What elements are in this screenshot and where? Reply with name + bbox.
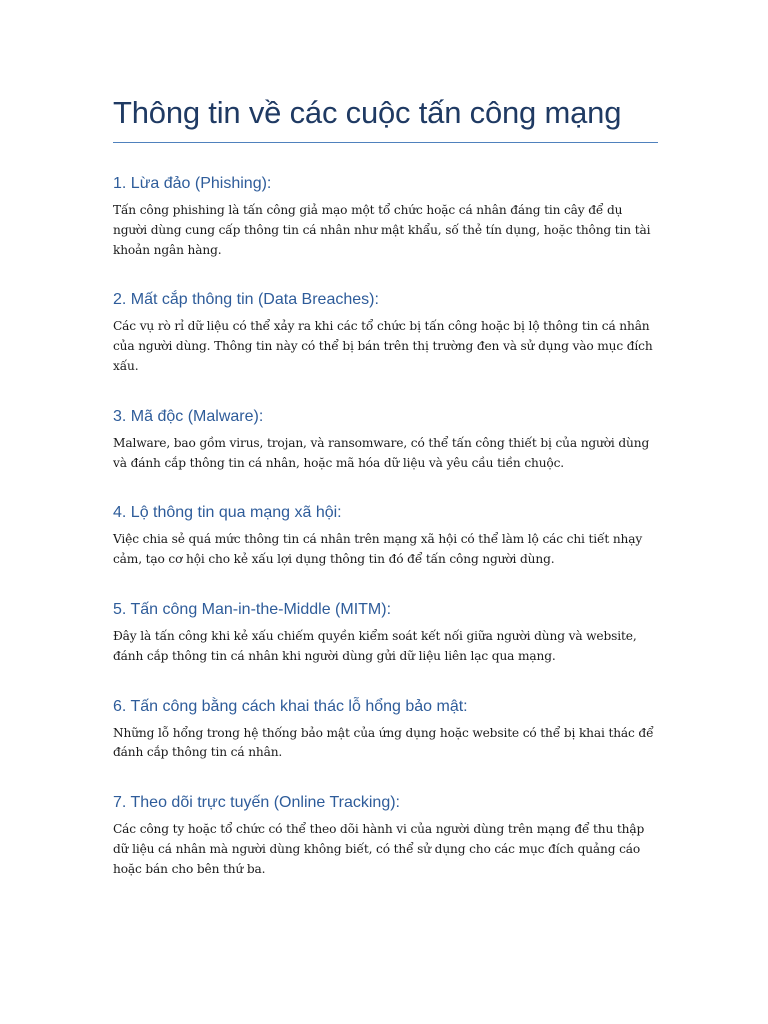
title-divider (113, 142, 658, 143)
section-body: Việc chia sẻ quá mức thông tin cá nhân trên mạng xã hội có thể làm lộ các chi tiết nhạy cảm, tạo cơ hội cho kẻ xấu lợi dụng thông tin đó để tấn công người dùng. (113, 532, 643, 567)
section-heading: 7. Theo dõi trực tuyến (Online Tracking): (113, 794, 400, 812)
section-data-breaches (113, 289, 658, 376)
document-title: Thông tin về các cuộc tấn công mạng (113, 95, 622, 130)
section-vulnerabilities (113, 696, 658, 764)
section-heading: 4. Lộ thông tin qua mạng xã hội: (113, 504, 342, 522)
section-phishing (113, 173, 658, 260)
section-heading: 5. Tấn công Man-in-the-Middle (MITM): (113, 600, 392, 618)
section-heading: 1. Lừa đảo (Phishing): (113, 175, 272, 192)
section-mitm (113, 599, 658, 667)
section-body: Những lỗ hổng trong hệ thống bảo mật của ứng dụng hoặc website có thể bị khai thác để đánh cắp thông tin cá nhân. (113, 725, 654, 760)
section-body: Malware, bao gồm virus, trojan, và ransomware, có thể tấn công thiết bị của người dùng và đánh cắp thông tin cá nhân, hoặc mã hóa dữ liệu và yêu cầu tiền chuộc. (113, 435, 650, 470)
section-body: Các vụ rò rỉ dữ liệu có thể xảy ra khi các tổ chức bị tấn công hoặc bị lộ thông tin cá nhân của người dùng. Thông tin này có thể bị bán trên thị trường đen và sử dụng vào mục đích xấu. (113, 319, 653, 373)
section-heading: 6. Tấn công bằng cách khai thác lỗ hổng bảo mật: (113, 697, 468, 715)
section-social-media (113, 502, 658, 570)
section-heading: 3. Mã độc (Malware): (113, 407, 264, 425)
section-malware (113, 406, 658, 474)
document-page (113, 92, 658, 909)
section-body: Các công ty hoặc tổ chức có thể theo dõi hành vi của người dùng trên mạng để thu thập dữ liệu cá nhân mà người dùng không biết, có thể sử dụng cho các mục đích quảng cáo hoặc bán cho bên thứ ba. (113, 822, 645, 876)
section-body: Tấn công phishing là tấn công giả mạo một tổ chức hoặc cá nhân đáng tin cây để dụ người dùng cung cấp thông tin cá nhân như mật khẩu, số thẻ tín dụng, hoặc thông tin tài khoản ngân hàng. (113, 203, 651, 257)
section-heading: 2. Mất cắp thông tin (Data Breaches): (113, 291, 379, 309)
section-online-tracking (113, 792, 658, 879)
section-body: Đây là tấn công khi kẻ xấu chiếm quyền kiểm soát kết nối giữa người dùng và website, đánh cắp thông tin cá nhân khi người dùng gửi dữ liệu liên lạc qua mạng. (113, 628, 637, 663)
